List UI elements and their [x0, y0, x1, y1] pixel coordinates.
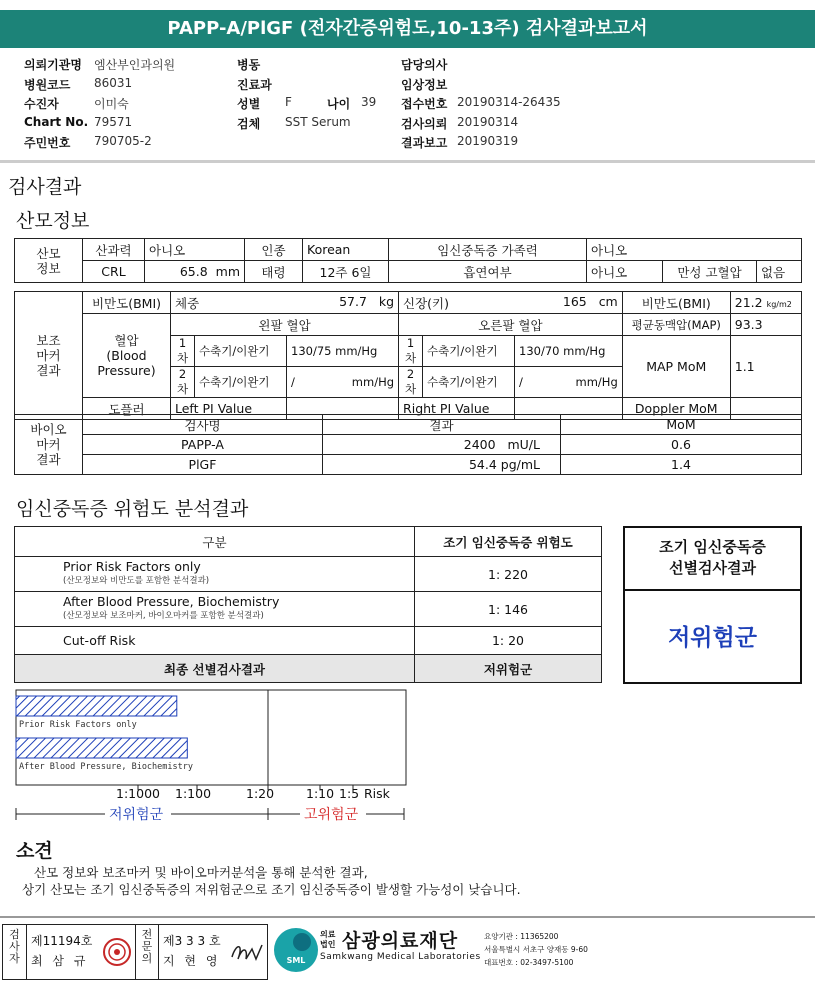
meta-row: 결과보고 20190319	[401, 134, 519, 150]
screening-result-box	[623, 526, 802, 684]
maternal-info-table: 산모 정보 산과력 아니오 인종 Korean 임신중독증 가족력 아니오 CRL 65.8 mm 태령 12주 6일 흡연여부 아니오 만성 고혈압 없음	[14, 238, 802, 283]
table-row: Cut-off Risk 1: 20	[15, 627, 602, 655]
section-opinion-title: 소견	[16, 840, 53, 862]
divider	[0, 160, 815, 163]
org-name: 삼광의료재단	[342, 930, 459, 952]
examiner-label: 검사자	[3, 925, 27, 979]
risk-chart	[10, 688, 410, 828]
biomarker-table: 바이오 마커 결과 검사명 결과 MoM PAPP-A 2400 mU/L 0.6 PlGF 54.4 pg/mL 1.4	[14, 414, 802, 475]
meta-row: 병동	[237, 58, 261, 72]
meta-row: 담당의사	[401, 58, 448, 72]
section-maternal-title: 산모정보	[16, 210, 90, 232]
aux-marker-table: 보조 마커 결과 비만도(BMI) 체중 57.7 kg 신장(키) 165 cm 비만도(BMI) 21.2 kg/m2 혈압 (Blood Pressure) 왼팔 혈압 오른팔 혈압 평균동맥압(MAP) 93.3 1차 수축기/이완기 130/75 mm/Hg 1차 수축기/이완기 130/70 mm/Hg MAP MoM 1.1 2차 수축기/이완기 / mm/Hg 2차 수축기/이완기 / mm/Hg 도플러 Left PI Value Right PI Value Doppler MoM	[14, 291, 802, 420]
report-title: PAPP-A/PlGF (전자간증위험도,10-13주) 검사결과보고서	[0, 10, 815, 48]
table-row: After Blood Pressure, Biochemistry (산모정보와 보조마커, 바이오마커를 포함한 분석결과) 1: 146	[15, 592, 602, 627]
physician-signature	[225, 925, 267, 979]
org-info: 요양기관 : 11365200 서울특별시 서초구 양재동 9-60 대표번호 : 02-3497-5100	[484, 932, 588, 967]
tick-label: 1:10	[306, 786, 335, 801]
zone-label-low: 저위험군	[109, 807, 164, 823]
org-logo: SML	[272, 926, 320, 974]
result-box-value: 저위험군	[668, 625, 757, 651]
tick-label: 1:5	[339, 786, 360, 801]
tick-label: 1:100	[175, 786, 212, 801]
bar-label-2: After Blood Pressure, Biochemistry	[19, 762, 193, 772]
meta-row: 의뢰기관명 엠산부인과의원	[24, 58, 176, 72]
meta-row: 검사의뢰 20190314	[401, 114, 519, 131]
bar-2	[16, 738, 187, 758]
table-row: PAPP-A 2400 mU/L 0.6	[15, 435, 802, 455]
section-results-title: 검사결과	[8, 176, 82, 198]
meta-row: Chart No. 79571	[24, 114, 133, 129]
meta-info	[0, 52, 815, 162]
meta-row: 수진자 이미숙	[24, 97, 129, 111]
meta-row: 주민번호 790705-2	[24, 134, 152, 150]
result-box-title: 조기 임신중독증 선별검사결과	[625, 528, 800, 591]
table-row: Prior Risk Factors only (산모정보와 비만도를 포함한 분석결과) 1: 220	[15, 557, 602, 592]
signature-box: 검사자 제11194호 최 삼 규 전문의 제3 3 3 호 지 현 영	[2, 924, 268, 980]
group-label: 바이오 마커 결과	[15, 415, 83, 475]
meta-row: 진료과	[237, 77, 272, 92]
opinion-text: 산모 정보와 보조마커 및 바이오마커분석을 통해 분석한 결과, 상기 산모는 조기 임신중독증의 저위험군으로 조기 임신중독증이 발생할 가능성이 낮습니다.	[22, 865, 521, 897]
bar-1	[16, 696, 177, 716]
final-result-row: 최종 선별검사결과 저위험군	[15, 655, 602, 683]
org-prefix: 의료 법인	[320, 930, 336, 949]
risk-table: 구분 조기 임신중독증 위험도 Prior Risk Factors only (산모정보와 비만도를 포함한 분석결과) 1: 220 After Blood Pressure, Biochemistry (산모정보와 보조마커, 바이오마커를 포함한 분석결과) 1: 146 Cut-off Risk 1: 20 최종 선별검사결과 저위험군	[14, 526, 602, 683]
group-label: 산모 정보	[15, 239, 83, 283]
zone-label-high: 고위험군	[304, 807, 359, 823]
axis-suffix: Risk	[364, 786, 390, 801]
bar-label-1: Prior Risk Factors only	[19, 720, 137, 730]
section-risk-title: 임신중독증 위험도 분석결과	[16, 498, 249, 520]
tick-label: 1:20	[246, 786, 275, 801]
meta-row: 성별 F 나이 39	[237, 95, 377, 111]
examiner-seal	[99, 925, 135, 979]
physician-label: 전문의	[135, 925, 159, 979]
table-row: PlGF 54.4 pg/mL 1.4	[15, 455, 802, 475]
meta-row: 병원코드 86031	[24, 75, 133, 92]
group-label: 보조 마커 결과	[15, 292, 83, 420]
meta-row: 검체 SST Serum	[237, 114, 351, 131]
meta-row: 접수번호 20190314-26435	[401, 95, 561, 111]
org-subtitle: Samkwang Medical Laboratories	[320, 952, 481, 962]
meta-row: 임상정보	[401, 77, 448, 92]
tick-label: 1:1000	[116, 786, 160, 801]
footer-divider	[0, 916, 815, 918]
